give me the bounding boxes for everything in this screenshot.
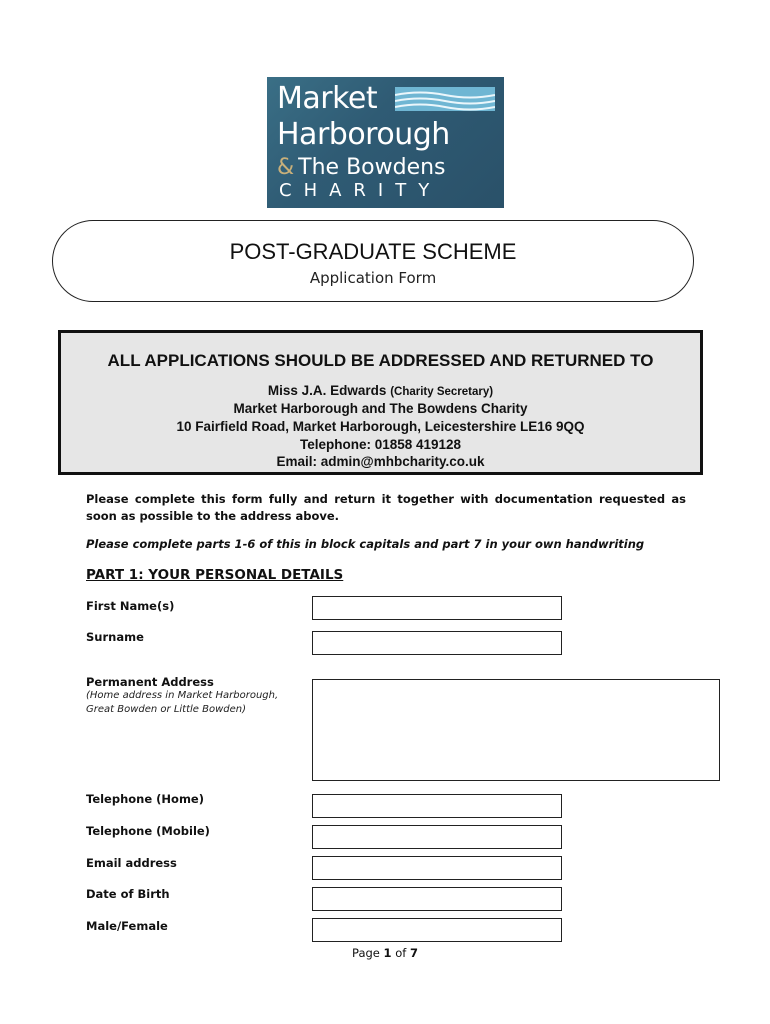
- email-line: Email: admin@mhbcharity.co.uk: [276, 454, 485, 469]
- page-subtitle: Application Form: [309, 269, 437, 287]
- secretary-name: Miss J.A. Edwards: [267, 383, 387, 398]
- intro-paragraph: Please complete this form fully and return it together with documentation requested as soon as possible to the address above.: [86, 492, 686, 523]
- email-field[interactable]: [312, 856, 562, 880]
- logo-word-charity: CHARITY: [279, 180, 442, 201]
- page-word: Page: [352, 946, 380, 960]
- waves-icon: [395, 87, 495, 111]
- tel-mobile-label: Telephone (Mobile): [86, 824, 210, 838]
- return-address-box: [58, 330, 703, 475]
- address-label: Permanent Address: [86, 675, 214, 689]
- logo-ampersand: &: [277, 155, 295, 180]
- logo-bowdens-text: The Bowdens: [298, 155, 446, 180]
- tel-mobile-field[interactable]: [312, 825, 562, 849]
- gender-label: Male/Female: [86, 919, 168, 933]
- first-name-label: First Name(s): [86, 599, 175, 613]
- part1-heading: PART 1: YOUR PERSONAL DETAILS: [86, 567, 344, 583]
- telephone-line: Telephone: 01858 419128: [299, 437, 462, 452]
- secretary-role: (Charity Secretary): [390, 386, 494, 398]
- first-name-field[interactable]: [312, 596, 562, 620]
- organisation-name: Market Harborough and The Bowdens Charity: [233, 401, 528, 416]
- logo-word-market: Market: [277, 81, 378, 116]
- email-label: Email address: [86, 856, 177, 870]
- page-number: [0, 946, 770, 960]
- charity-logo: [267, 77, 504, 208]
- page-title: POST-GRADUATE SCHEME: [229, 239, 517, 264]
- dob-label: Date of Birth: [86, 887, 170, 901]
- surname-label: Surname: [86, 630, 144, 644]
- secretary-line: [61, 383, 700, 398]
- address-field[interactable]: [312, 679, 720, 781]
- surname-field[interactable]: [312, 631, 562, 655]
- tel-home-label: Telephone (Home): [86, 792, 204, 806]
- gender-field[interactable]: [312, 918, 562, 942]
- instruction-text: Please complete parts 1-6 of this in block capitals and part 7 in your own handwriting: [86, 537, 645, 551]
- page-of-word: of: [395, 946, 407, 960]
- title-banner: [52, 220, 694, 302]
- address-hint: (Home address in Market Harborough, Great Bowden or Little Bowden): [86, 690, 279, 715]
- logo-word-harborough: Harborough: [277, 117, 450, 152]
- dob-field[interactable]: [312, 887, 562, 911]
- address-heading: ALL APPLICATIONS SHOULD BE ADDRESSED AND RETURNED TO: [107, 351, 654, 370]
- page-current: 1: [383, 946, 392, 960]
- logo-word-bowdens: [277, 155, 446, 180]
- tel-home-field[interactable]: [312, 794, 562, 818]
- street-address: 10 Fairfield Road, Market Harborough, Leicestershire LE16 9QQ: [176, 419, 585, 434]
- page-total: 7: [409, 946, 418, 960]
